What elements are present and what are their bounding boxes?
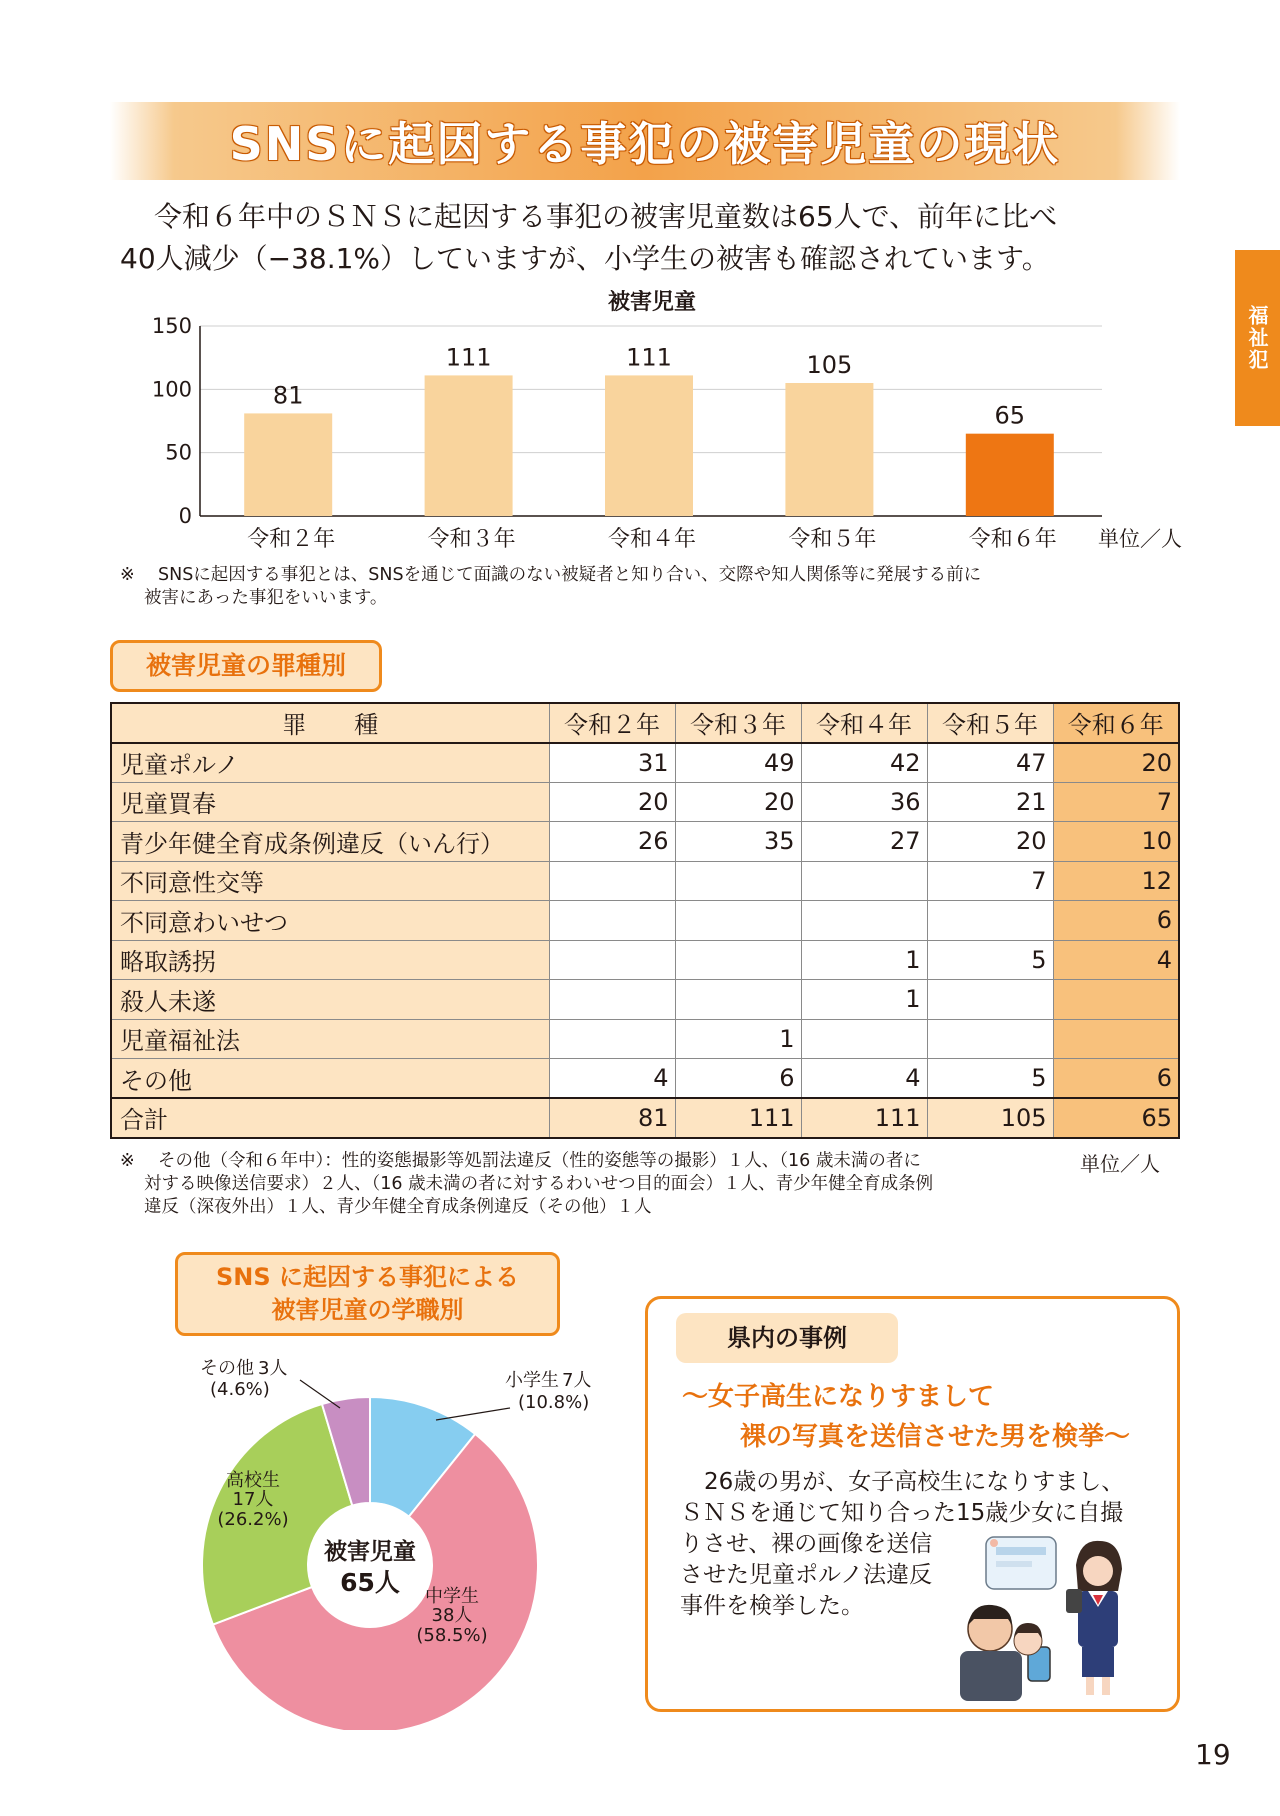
count-cell: 20 [1053, 743, 1179, 783]
header-r6: 令和６年 [1053, 703, 1179, 743]
count-cell [549, 1019, 675, 1059]
x-category-label: 令和３年 [427, 527, 516, 552]
case-body-line-4: させた児童ポルノ法違反 [680, 1562, 933, 1588]
y-tick-label: 0 [178, 504, 192, 528]
crime-type-cell: 合計 [111, 1098, 549, 1138]
chart-title: 被害児童 [607, 290, 697, 315]
bar-value-label: 111 [445, 343, 492, 372]
lead-text [120, 196, 1180, 280]
table-row [111, 822, 1179, 862]
table-row [111, 980, 1179, 1020]
school-label-line-1: SNS に起因する事犯による [215, 1263, 519, 1291]
header-crime-type: 罪 種 [111, 703, 549, 743]
other-crime-note [120, 1150, 1070, 1219]
slice-label-name: 中学生 [425, 1586, 479, 1607]
leader-line-elementary [436, 1408, 510, 1420]
count-cell: 6 [1053, 901, 1179, 941]
count-cell: 5 [927, 1059, 1053, 1099]
chart-unit: 単位／人 [1098, 527, 1182, 551]
page-title: SNSに起因する事犯の被害児童の現状 [229, 117, 1061, 171]
slice-label-count: 3人 [258, 1358, 288, 1379]
count-cell: 1 [675, 1019, 801, 1059]
count-cell [675, 901, 801, 941]
table-row [111, 743, 1179, 783]
bar-令和２年 [244, 413, 332, 516]
donut-center-value: 65人 [340, 1568, 400, 1597]
bar-令和３年 [425, 375, 513, 516]
lead-line-1: 令和６年中のＳＮＳに起因する事犯の被害児童数は65人で、前年に比べ [154, 200, 1058, 233]
count-cell: 4 [801, 1059, 927, 1099]
bar-令和５年 [785, 383, 873, 516]
case-body-line-2: ＳＮＳを通じて知り合った15歳少女に自撮 [680, 1500, 1124, 1526]
crime-type-cell: 児童福祉法 [111, 1019, 549, 1059]
y-tick-label: 150 [151, 314, 192, 338]
case-title-line-1: ～女子高生になりすまして [682, 1382, 995, 1412]
x-category-label: 令和６年 [968, 527, 1057, 552]
note-mark: ※ [120, 565, 135, 585]
y-tick-label: 100 [151, 377, 192, 402]
count-cell: 4 [1053, 940, 1179, 980]
count-cell: 31 [549, 743, 675, 783]
donut-center-label: 被害児童 [324, 1539, 416, 1565]
count-cell: 42 [801, 743, 927, 783]
count-cell: 65 [1053, 1098, 1179, 1138]
header-r2: 令和２年 [549, 703, 675, 743]
case-body-line-1: 26歳の男が、女子高校生になりすまし、 [704, 1469, 1125, 1495]
count-cell [549, 861, 675, 901]
case-body-line-3: りさせ、裸の画像を送信 [680, 1531, 933, 1557]
slice-label-count: 38人 [431, 1605, 473, 1626]
count-cell: 5 [927, 940, 1053, 980]
note2-mark: ※ [120, 1151, 135, 1171]
bar-value-label: 81 [272, 381, 304, 410]
x-category-label: 令和４年 [607, 527, 697, 552]
slice-label-percent: (10.8%) [518, 1392, 590, 1413]
crime-type-cell: 青少年健全育成条例違反（いん行） [111, 822, 549, 862]
donut-chart [180, 1350, 640, 1730]
slice-label-name: 小学生 [505, 1370, 559, 1391]
count-cell: 10 [1053, 822, 1179, 862]
bar-chart-svg [130, 290, 1190, 560]
bar-value-label: 65 [994, 401, 1026, 430]
count-cell [675, 940, 801, 980]
count-cell: 49 [675, 743, 801, 783]
count-cell: 81 [549, 1098, 675, 1138]
table-unit: 単位／人 [1080, 1152, 1160, 1176]
count-cell: 26 [549, 822, 675, 862]
note2-line-1: その他（令和６年中）：性的姿態撮影等処罰法違反（性的姿態等の撮影）１人、（16 歳未満の者に [158, 1151, 921, 1171]
table-row [111, 1059, 1179, 1099]
count-cell [549, 940, 675, 980]
crime-type-cell: その他 [111, 1059, 549, 1099]
count-cell: 20 [927, 822, 1053, 862]
donut-chart-svg [180, 1350, 640, 1730]
bar-value-label: 105 [806, 351, 853, 379]
slice-label-percent: (26.2%) [217, 1509, 289, 1530]
case-title-line-2: 裸の写真を送信させた男を検挙～ [740, 1422, 1131, 1452]
count-cell: 7 [1053, 782, 1179, 822]
count-cell [927, 901, 1053, 941]
count-cell: 7 [927, 861, 1053, 901]
slice-label-name: その他 [200, 1358, 254, 1379]
case-box [645, 1296, 1180, 1712]
bar-令和６年 [966, 434, 1054, 516]
school-section-label [175, 1252, 560, 1336]
case-body-line-5: 事件を検挙した。 [680, 1593, 864, 1619]
crime-type-cell: 略取誘拐 [111, 940, 549, 980]
table-row [111, 861, 1179, 901]
slice-label-percent: (58.5%) [416, 1625, 488, 1646]
slice-label-count: 7人 [562, 1370, 592, 1391]
table-row [111, 1019, 1179, 1059]
count-cell: 12 [1053, 861, 1179, 901]
count-cell [927, 980, 1053, 1020]
table-total-row [111, 1098, 1179, 1138]
table-row [111, 940, 1179, 980]
x-category-label: 令和２年 [247, 527, 336, 552]
case-illustration [948, 1529, 1158, 1704]
crime-table-header [111, 703, 1179, 743]
table-row [111, 901, 1179, 941]
count-cell: 6 [1053, 1059, 1179, 1099]
count-cell [1053, 1019, 1179, 1059]
count-cell: 6 [675, 1059, 801, 1099]
case-label: 県内の事例 [676, 1313, 898, 1363]
count-cell: 111 [675, 1098, 801, 1138]
count-cell [675, 980, 801, 1020]
side-tab[interactable]: 福祉犯 [1235, 250, 1280, 426]
count-cell: 27 [801, 822, 927, 862]
header-r3: 令和３年 [675, 703, 801, 743]
count-cell [801, 1019, 927, 1059]
note1-line-1: SNSに起因する事犯とは、SNSを通じて面識のない被疑者と知り合い、交際や知人関係等に発展する前に [158, 565, 982, 585]
crime-table [110, 702, 1180, 1139]
bar-令和４年 [605, 375, 693, 516]
count-cell: 35 [675, 822, 801, 862]
crime-type-cell: 殺人未遂 [111, 980, 549, 1020]
case-title [682, 1377, 1162, 1457]
school-label-line-2: 被害児童の学職別 [271, 1296, 464, 1324]
count-cell: 20 [675, 782, 801, 822]
slice-label-count: 17人 [232, 1489, 274, 1510]
count-cell: 36 [801, 782, 927, 822]
count-cell: 20 [549, 782, 675, 822]
sns-definition-note [120, 564, 1190, 610]
header-r5: 令和５年 [927, 703, 1053, 743]
count-cell: 1 [801, 980, 927, 1020]
crime-type-cell: 不同意わいせつ [111, 901, 549, 941]
table-row [111, 782, 1179, 822]
count-cell [549, 901, 675, 941]
note2-line-3: 違反（深夜外出）１人、青少年健全育成条例違反（その他）１人 [144, 1197, 652, 1217]
note2-line-2: 対する映像送信要求）２人、（16 歳未満の者に対するわいせつ目的面会）１人、青少年健全育成条例 [144, 1174, 934, 1194]
count-cell: 105 [927, 1098, 1053, 1138]
count-cell [801, 861, 927, 901]
count-cell: 21 [927, 782, 1053, 822]
slice-label-name: 高校生 [226, 1470, 280, 1491]
count-cell [1053, 980, 1179, 1020]
x-category-label: 令和５年 [788, 527, 877, 552]
count-cell: 111 [801, 1098, 927, 1138]
slice-label-percent: (4.6%) [210, 1379, 270, 1400]
note1-line-2: 被害にあった事犯をいいます。 [144, 588, 388, 608]
bar-value-label: 111 [626, 343, 672, 372]
title-band [110, 102, 1180, 180]
crime-type-cell: 児童買春 [111, 782, 549, 822]
count-cell [675, 861, 801, 901]
count-cell [927, 1019, 1053, 1059]
crime-table-body [111, 743, 1179, 1138]
count-cell: 47 [927, 743, 1053, 783]
crime-section-label: 被害児童の罪種別 [110, 640, 382, 692]
header-r4: 令和４年 [801, 703, 927, 743]
y-tick-label: 50 [165, 440, 192, 465]
page-number: 19 [1195, 1738, 1231, 1771]
count-cell: 1 [801, 940, 927, 980]
count-cell: 4 [549, 1059, 675, 1099]
count-cell [549, 980, 675, 1020]
bar-chart [130, 290, 1190, 560]
lead-line-2: 40人減少（−38.1%）していますが、小学生の被害も確認されています。 [120, 242, 1050, 275]
crime-type-cell: 不同意性交等 [111, 861, 549, 901]
crime-type-cell: 児童ポルノ [111, 743, 549, 783]
count-cell [801, 901, 927, 941]
